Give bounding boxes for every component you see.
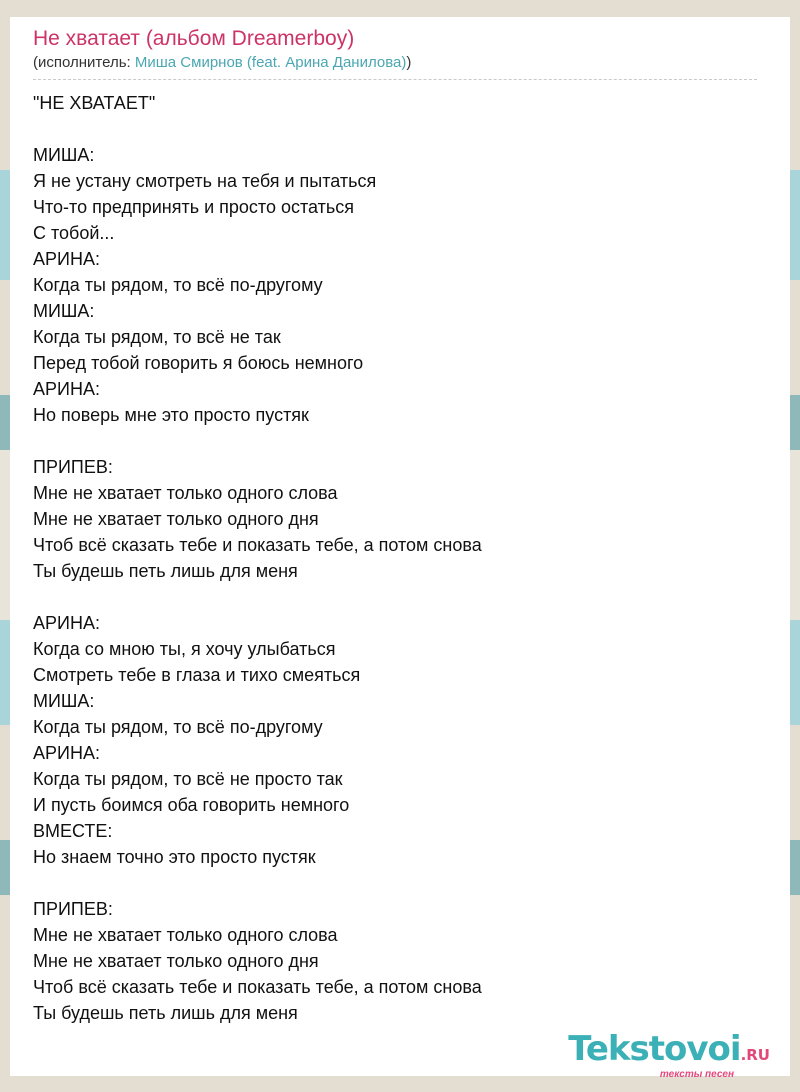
lyric-line: Ты будешь петь лишь для меня	[33, 561, 298, 581]
song-subtitle	[33, 52, 757, 74]
lyric-line: Когда ты рядом, то всё не так	[33, 327, 281, 347]
lyric-line	[33, 584, 773, 610]
lyric-line: МИША:	[33, 301, 95, 321]
lyric-line: Мне не хватает только одного слова	[33, 483, 338, 503]
lyric-line: МИША:	[33, 145, 95, 165]
lyric-line: Когда со мною ты, я хочу улыбаться	[33, 639, 336, 659]
subtitle-prefix: (исполнитель:	[33, 54, 135, 71]
lyric-line: С тобой...	[33, 223, 115, 243]
lyric-line: И пусть боимся оба говорить немного	[33, 795, 350, 815]
song-title: Не хватает (альбом Dreamerboy)	[33, 27, 355, 50]
lyric-line: Когда ты рядом, то всё по-другому	[33, 275, 323, 295]
lyric-line: Когда ты рядом, то всё по-другому	[33, 717, 323, 737]
lyric-line: ВМЕСТЕ:	[33, 821, 113, 841]
lyric-line: Мне не хватает только одного слова	[33, 925, 338, 945]
lyric-line: Мне не хватает только одного дня	[33, 951, 319, 971]
lyric-line: АРИНА:	[33, 249, 100, 269]
lyric-line: ПРИПЕВ:	[33, 457, 113, 477]
lyric-line: Чтоб всё сказать тебе и показать тебе, а потом снова	[33, 977, 482, 997]
lyric-line	[33, 116, 773, 142]
lyric-line: Ты будешь петь лишь для меня	[33, 1003, 298, 1023]
song-header	[33, 26, 757, 80]
logo-name: Tekstovoi	[568, 1029, 741, 1069]
lyric-line: Я не устану смотреть на тебя и пытаться	[33, 171, 377, 191]
lyric-line: Но поверь мне это просто пустяк	[33, 405, 309, 425]
subtitle-suffix: )	[406, 54, 412, 71]
lyric-line: Но знаем точно это просто пустяк	[33, 847, 316, 867]
logo-tagline: тексты песен	[659, 1069, 734, 1080]
lyric-line	[33, 870, 773, 896]
lyric-line: МИША:	[33, 691, 95, 711]
lyric-line: Чтоб всё сказать тебе и показать тебе, а потом снова	[33, 535, 482, 555]
logo-wordmark	[568, 1031, 770, 1073]
lyric-line: АРИНА:	[33, 613, 100, 633]
lyric-line	[33, 428, 773, 454]
lyrics-body	[33, 90, 773, 1026]
lyric-line: АРИНА:	[33, 379, 100, 399]
lyric-line: Что-то предпринять и просто остаться	[33, 197, 355, 217]
artist-link[interactable]: Миша Смирнов (feat. Арина Данилова)	[134, 54, 407, 71]
lyric-line: Перед тобой говорить я боюсь немного	[33, 353, 364, 373]
lyric-line: Смотреть тебе в глаза и тихо смеяться	[33, 665, 361, 685]
lyric-line: Когда ты рядом, то всё не просто так	[33, 769, 343, 789]
lyric-line: АРИНА:	[33, 743, 100, 763]
lyric-line: "НЕ ХВАТАЕТ"	[33, 93, 156, 113]
lyric-line: Мне не хватает только одного дня	[33, 509, 319, 529]
lyric-line: ПРИПЕВ:	[33, 899, 113, 919]
site-logo[interactable]	[568, 1031, 770, 1080]
logo-domain: .RU	[740, 1046, 770, 1064]
